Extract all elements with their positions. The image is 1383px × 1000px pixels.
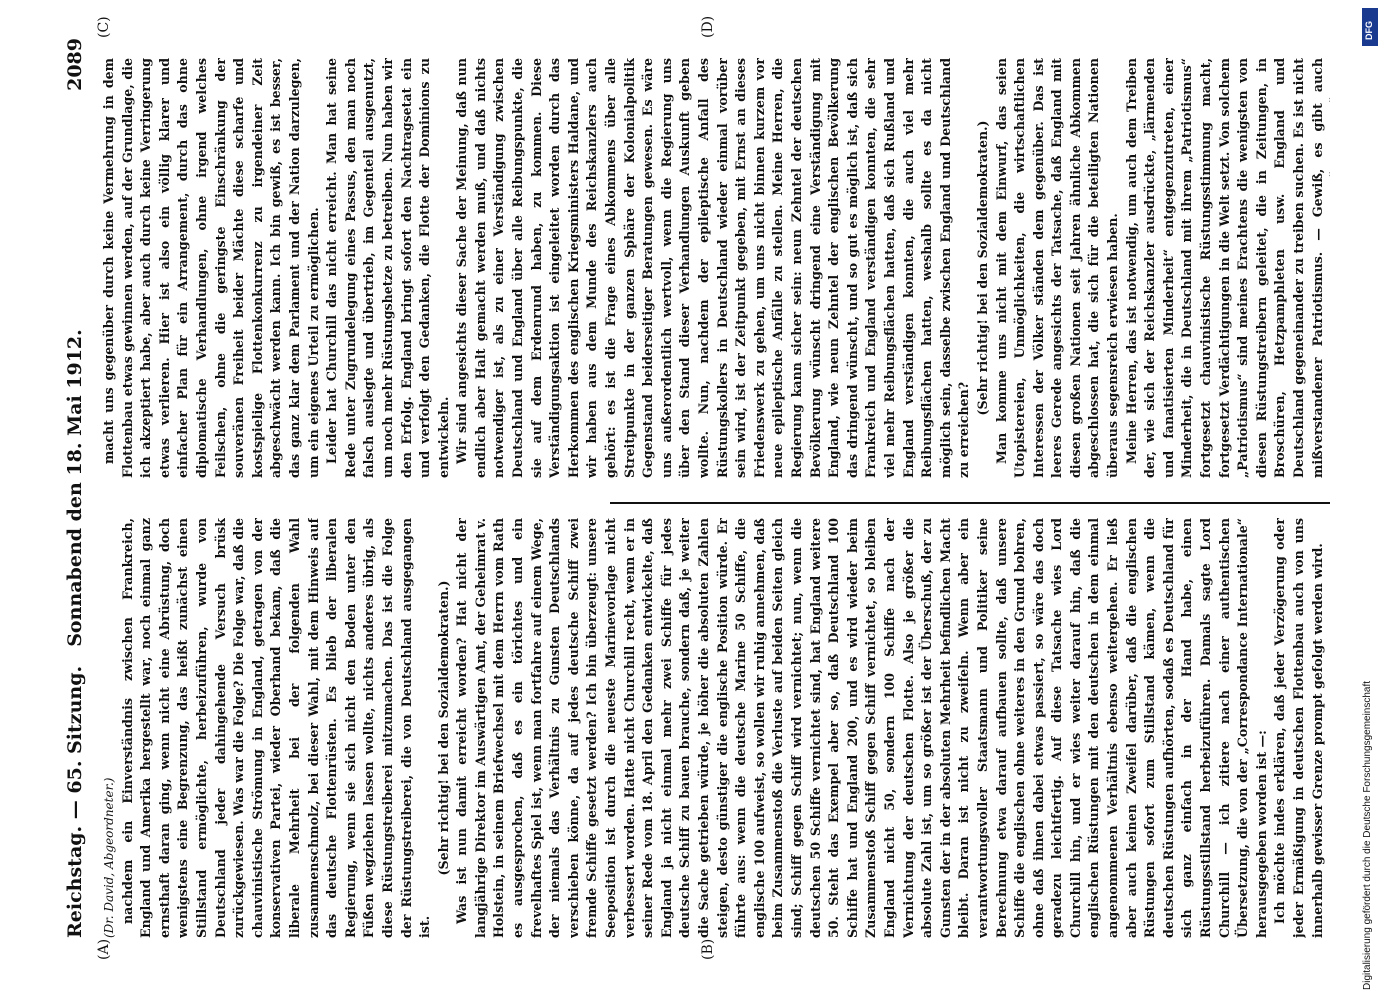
header-date: Sonnabend den 18. Mai 1912. <box>64 329 86 647</box>
paragraph: macht uns gegenüber durch keine Vermehrung in dem Flottenbau etwas gewinnen werden, auf der Grundlage, die ich akzeptiert habe, aber auch durch keine Verringerung etwas verlieren. Hier ist also ein völlig klarer und einfacher Plan für ein Arrangement, durch das ohne diplomatische Verhandlungen, ohne irgend welches Feilschen, ohne die geringste Einschränkung der souveränen Freiheit beider Mächte diese scharfe und kostspielige Flottenkonkurrenz zu irgendeiner Zeit abgeschwächt werden kann. Ich bin gewiß, es ist besser, das ganz klar dem Parlament und der Nation darzulegen, um ein eigenes Urteil zu ermöglichen. <box>101 58 321 478</box>
quotation: Ich möchte indes erklären, daß jeder Verzögerung oder jeder Ermäßigung in deutschen Flottenbau auch von uns innerhalb gewisser Grenze prompt gefolgt werden wird. <box>1272 518 1325 938</box>
left-text-column <box>100 518 1330 938</box>
paragraph: Leider hat Churchill das nicht erreicht. Man hat seine Rede unter Zugrundelegung eines Passus, den man noch falsch auslegte und übertrieb, im Gegenteil ausgenutzt, um noch mehr Rüstungshetze zu betreiben. Nun haben wir den Erfolg. England bringt sofort den Nachtragsetat ein und verfolgt den Gedanken, die Flotte der Dominions zu entwickeln. <box>324 58 451 478</box>
dfg-logo <box>1362 8 1378 46</box>
paragraph: nachdem ein Einverständnis zwischen Frankreich, England und Amerika hergestellt war, noch einmal ganz ernsthaft daran ging, wenn nicht eine Abrüstung, doch wenigstens eine Begrenzung, das heißt zunächst einen Stillstand ermöglichte, herbeizuführen, wurde von Deutschland jeder dahingehende Versuch brüsk zurückgewiesen. Was war die Folge? Die Folge war, daß die chauvinistische Strömung in England, getragen von der konservativen Partei, wieder Oberhand bekam, daß die liberale Mehrheit bei der folgenden Wahl zusammenschmolz, bei dieser Wahl, mit dem Hinweis auf das deutsche Flottenrüsten. Es blieb der liberalen Regierung, wenn sie sich nicht den Boden unter den Füßen wegziehen lassen wollte, nichts anderes übrig, als diese Rüstungstreiberei mitzumachen. Das ist die Folge der Rüstungstreiberei, die von Deutschland ausgegangen ist. <box>119 518 433 938</box>
paragraph <box>1327 518 1330 938</box>
paragraph: Was ist nun damit erreicht worden? Hat nicht der langjährige Direktor im Auswärtigen Amt, der Geheimrat v. Holstein, in seinem Briefwechsel mit dem Herrn vom Rath es ausgesprochen, daß es ein törichtes und ein frevelhaftes Spiel ist, wenn man fortfahre auf einem Wege, der niemals das Verhältnis zu Gunsten Deutschlands verschieben könne, da auf jedes deutsche Schiff zwei fremde Schiffe gesetzt werden? Ich bin überzeugt: unsere Seeposition ist durch die neueste Marinevorlage nicht verbessert worden. Hatte nicht Churchill recht, wenn er in seiner Rede vom 18. April den Gedanken entwickelte, daß England ja nicht einmal mehr zwei Schiffe für jedes deutsche Schiff zu bauen brauche, sondern daß, je weiter die Sache getrieben würde, je höher die absoluten Zahlen steigen, desto günstiger die englische Position würde. Er führte aus: wenn die deutsche Marine 50 Schiffe, die englische 100 aufweist, so wollen wir ruhig annehmen, daß beim Zusammenstoß die Verluste auf beiden Seiten gleich sind; Schiff gegen Schiff wird vernichtet; nun, wenn die deutschen 50 Schiffe vernichtet sind, hat England weitere 50. Steht das Exempel aber so, daß Deutschland 100 Schiffe hat und England 200, und es wird wieder beim Zusammenstoß Schiff gegen Schiff vernichtet, so bleiben England nicht 50, sondern 100 Schiffe nach der Vernichtung der deutschen Flotte. Also je größer die absolute Zahl ist, um so größer ist der Überschuß, der zu Gunsten der in der absoluten Mehrheit befindlichen Macht bleibt. Daran ist nicht zu zweifeln. Wenn aber ein verantwortungsvoller Staatsmann und Politiker seine Berechnung etwa darauf aufbauen sollte, daß unsere Schiffe die englischen ohne weiteres in den Grund bohren, ohne daß ihnen dabei etwas passiert, so wäre das doch geradezu leichtfertig. Auf diese Tatsache wies Lord Churchill hin, und er wies weiter darauf hin, daß die englischen Rüstungen mit den deutschen in dem einmal angenommenen Verhältnis ebenso weitergehen. Er ließ aber auch keinen Zweifel darüber, daß die englischen Rüstungen sofort zum Stillstand kämen, wenn die deutschen Rüstungen aufhörten, sodaß es Deutschland für sich ganz einfach in der Hand habe, einen Rüstungsstillstand herbeizuführen. Damals sagte Lord Churchill — ich zitiere nach einer authentischen Übersetzung, die von der „Correspondance Internationale“ herausgegeben worden ist —: <box>454 518 1269 938</box>
funding-note: Digitalisierung gefördert durch die Deutsche Forschungsgemeinschaft <box>1362 680 1373 990</box>
interjection: (Sehr richtig! bei den Sozialdemokraten.) <box>435 580 451 876</box>
dfg-logo-text: DFG <box>1364 21 1374 40</box>
paragraph: Meine Herren, das ist notwendig, um auch dem Treiben der, wie sich der Reichskanzler ausdrückte, „lärmenden und fanatisierten Minderheit“ entgegenzutreten, einer Minderheit, die in Deutschland mit ihrem „Patriotismus“ fortgesetzt chauvinistische Rüstungsstimmung macht, fortgesetzt Verdächtigungen in die Welt setzt. Von solchem „Patriotismus“ sind meines Erachtens die wenigsten von diesen Rüstungstreibern geleitet, die in Zeitungen, in Broschüren, Hetzpamphleten usw. England und Deutschland gegeneinander zu treiben suchen. Es ist nicht mißverstandener Patriotismus. — Gewiß, es gibt auch <box>1123 58 1325 478</box>
margin-marker-d: (D) <box>700 15 716 38</box>
header-page-number: 2089 <box>64 38 86 91</box>
speaker-label: (Dr. David, Abgeordneter.) <box>102 777 116 938</box>
digitization-sidebar <box>1358 0 1383 1000</box>
margin-marker-a: (A) <box>96 938 112 960</box>
paragraph: Wir sind angesichts dieser Sache der Meinung, daß nun endlich aber Halt gemacht werden muß, und daß nichts notwendiger ist, als zu einer Verständigung zwischen Deutschland und England über alle Reibungspunkte, die sie auf dem Erdenrund haben, zu kommen. Diese Verständigungsaktion ist eingeleitet worden durch das Herkommen des englischen Kriegsministers Haldane, und wir haben aus dem Munde des Reichskanzlers auch gehört: es ist die Frage eines Abkommens über alle Streitpunkte in der ganzen Sphäre der Kolonialpolitik Gegenstand beiderseitiger Beratungen gewesen. Es wäre uns außerordentlich wertvoll, wenn die Regierung uns über den Stand dieser Verhandlungen Auskunft geben wollte. Nun, nachdem der epileptische Anfall des Rüstungskollers in Deutschland wieder einmal vorüber sein wird, ist der Zeitpunkt gegeben, mit Ernst an dieses Friedenswerk zu gehen, um uns nicht binnen kurzem vor neue epileptische Anfälle zu stellen. Meine Herren, die Regierung kann sicher sein: neun Zehntel der deutschen Bevölkerung wünscht dringend eine Verständigung mit England, wie neun Zehntel der englischen Bevölkerung das dringend wünscht, und so gut es möglich ist, daß sich Frankreich und England verständigen konnten, die sehr viel mehr Reibungsflächen hatten, daß sich Rußland und England verständigen konnten, die auch viel mehr Reibungsflächen hatten, weshalb sollte es da nicht möglich sein, dasselbe zwischen England und Deutschland zu erreichen? <box>454 58 972 478</box>
margin-marker-b: (B) <box>700 938 716 960</box>
page-header <box>60 38 90 938</box>
header-session-title: Reichstag. — 65. Sitzung. <box>64 665 86 938</box>
margin-marker-c: (C) <box>96 16 112 38</box>
interjection: (Sehr richtig! bei den Sozialdemokraten.) <box>974 120 990 416</box>
right-text-column <box>100 58 1330 478</box>
column-divider <box>610 502 1330 504</box>
paragraph: Man komme uns nicht mit dem Einwurf, das seien Utopistereien, Unmöglichkeiten, die wirtschaftlichen Interessen der Völker ständen dem gegenüber. Das ist leeres Gerede angesichts der Tatsache, daß England mit diesen großen Nationen seit Jahren ähnliche Abkommen abgeschlossen hat, die sich für die beteiligten Nationen überaus segensreich erwiesen haben. <box>993 58 1121 478</box>
